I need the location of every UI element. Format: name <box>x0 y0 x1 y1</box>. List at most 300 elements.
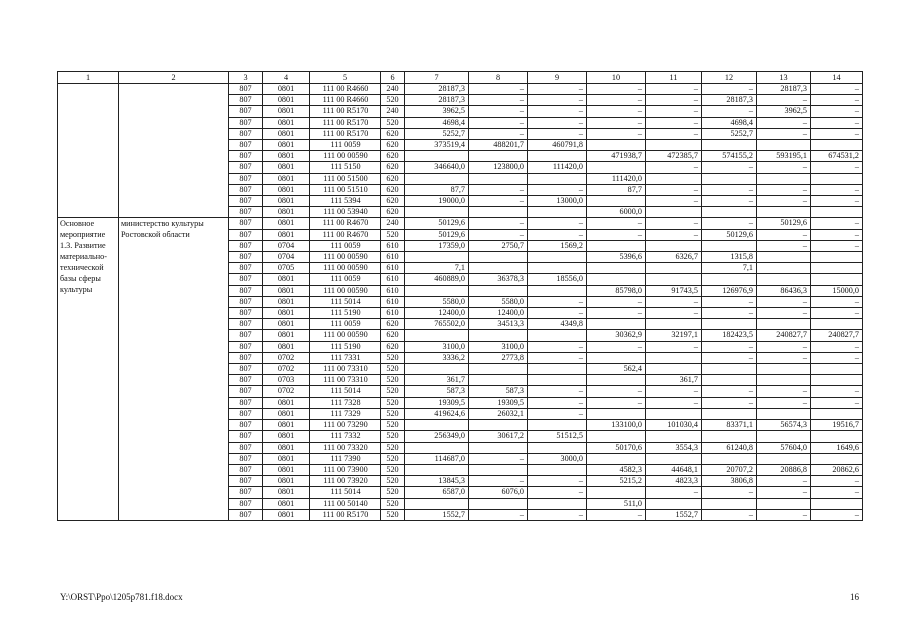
table-cell: 0801 <box>263 341 310 352</box>
table-cell: 19309,5 <box>469 397 528 408</box>
table-cell: – <box>702 397 757 408</box>
table-cell: – <box>646 117 702 128</box>
table-cell: 111 5014 <box>310 487 381 498</box>
table-cell <box>469 252 528 263</box>
table-cell: 520 <box>381 498 405 509</box>
table-cell: 373519,4 <box>405 140 469 151</box>
table-cell: 593195,1 <box>757 151 811 162</box>
table-cell: – <box>469 84 528 95</box>
table-cell: 240 <box>381 218 405 229</box>
table-cell: – <box>528 184 587 195</box>
table-cell: – <box>811 184 863 195</box>
table-cell: 0801 <box>263 408 310 419</box>
table-cell <box>646 240 702 251</box>
table-cell: 111 00 73290 <box>310 420 381 431</box>
table-cell <box>405 330 469 341</box>
executor-cell: министерство культуры Ростовской области <box>119 218 229 520</box>
table-cell <box>528 420 587 431</box>
table-cell <box>811 274 863 285</box>
table-cell: 111 0059 <box>310 274 381 285</box>
table-cell: 3100,0 <box>405 341 469 352</box>
table-cell: – <box>587 128 646 139</box>
table-cell: 520 <box>381 229 405 240</box>
table-cell: 111 00 R5170 <box>310 106 381 117</box>
table-cell: – <box>811 229 863 240</box>
table-cell: 620 <box>381 151 405 162</box>
table-cell: 0801 <box>263 140 310 151</box>
table-cell: 520 <box>381 420 405 431</box>
table-cell: – <box>646 487 702 498</box>
document-path: Y:\ORST\Ppo\1205p781.f18.docx <box>60 592 183 602</box>
table-cell: 111 00 R4660 <box>310 84 381 95</box>
table-cell: 50129,6 <box>757 218 811 229</box>
table-cell: 520 <box>381 453 405 464</box>
table-cell: 28187,3 <box>702 95 757 106</box>
table-cell <box>811 498 863 509</box>
table-cell: 0801 <box>263 184 310 195</box>
table-cell: – <box>646 229 702 240</box>
table-cell: – <box>811 296 863 307</box>
table-cell: 111 5394 <box>310 196 381 207</box>
table-cell: 4349,8 <box>528 319 587 330</box>
table-cell: 460791,8 <box>528 140 587 151</box>
table-cell: 610 <box>381 308 405 319</box>
column-header: 5 <box>310 72 381 84</box>
table-cell <box>646 207 702 218</box>
table-cell: 807 <box>229 308 263 319</box>
table-cell: 111 00 00590 <box>310 330 381 341</box>
table-cell: 674531,2 <box>811 151 863 162</box>
table-cell: – <box>528 106 587 117</box>
table-cell <box>469 420 528 431</box>
table-cell: 520 <box>381 431 405 442</box>
table-cell: 807 <box>229 173 263 184</box>
column-header: 8 <box>469 72 528 84</box>
table-cell <box>811 431 863 442</box>
table-cell: 620 <box>381 330 405 341</box>
table-cell <box>646 364 702 375</box>
table-cell: 111 5150 <box>310 162 381 173</box>
table-cell: – <box>757 509 811 520</box>
table-cell: – <box>587 117 646 128</box>
table-cell: 87,7 <box>587 184 646 195</box>
table-cell <box>405 207 469 218</box>
header-row <box>58 72 863 84</box>
table-cell <box>469 285 528 296</box>
table-cell: 807 <box>229 408 263 419</box>
table-cell: – <box>587 386 646 397</box>
table-cell: 57604,0 <box>757 442 811 453</box>
table-cell <box>811 408 863 419</box>
table-cell: 56574,3 <box>757 420 811 431</box>
table-cell <box>702 240 757 251</box>
table-cell: – <box>587 95 646 106</box>
table-cell: – <box>528 476 587 487</box>
column-header: 14 <box>811 72 863 84</box>
table-cell: 20886,8 <box>757 464 811 475</box>
table-cell: 3554,3 <box>646 442 702 453</box>
table-cell: 111 0059 <box>310 240 381 251</box>
table-cell <box>587 140 646 151</box>
table-cell: – <box>469 95 528 106</box>
table-cell: 1315,8 <box>702 252 757 263</box>
table-cell: 28187,3 <box>757 84 811 95</box>
table-cell: – <box>646 341 702 352</box>
table-cell: 610 <box>381 263 405 274</box>
table-cell: 0801 <box>263 509 310 520</box>
table-cell: 111 00 73310 <box>310 364 381 375</box>
table-cell: 86436,3 <box>757 285 811 296</box>
table-cell: – <box>702 196 757 207</box>
table-cell: 587,3 <box>469 386 528 397</box>
activity-cell: Основное мероприятие 1.3. Развитие материально-технической базы сферы культуры <box>58 218 119 520</box>
table-cell: – <box>646 95 702 106</box>
table-cell: 111 00 R5170 <box>310 509 381 520</box>
column-header: 11 <box>646 72 702 84</box>
table-cell: – <box>757 296 811 307</box>
table-cell: 807 <box>229 95 263 106</box>
table-cell: 0703 <box>263 375 310 386</box>
table-cell <box>587 352 646 363</box>
table-cell: – <box>528 509 587 520</box>
table-cell: 7,1 <box>405 263 469 274</box>
table-cell: 0801 <box>263 464 310 475</box>
table-cell: 0801 <box>263 84 310 95</box>
table-cell: 30617,2 <box>469 431 528 442</box>
table-cell: – <box>528 117 587 128</box>
table-cell <box>702 408 757 419</box>
table-cell: 28187,3 <box>405 95 469 106</box>
table-cell <box>587 431 646 442</box>
table-cell: 123800,0 <box>469 162 528 173</box>
table-cell <box>587 453 646 464</box>
table-cell: – <box>702 386 757 397</box>
table-cell <box>528 173 587 184</box>
table-cell <box>469 207 528 218</box>
table-cell <box>469 151 528 162</box>
table-cell: – <box>587 397 646 408</box>
table-cell: – <box>811 386 863 397</box>
table-cell <box>646 352 702 363</box>
table-cell <box>405 151 469 162</box>
table-cell: – <box>757 308 811 319</box>
table-cell: 3000,0 <box>528 453 587 464</box>
table-cell: – <box>646 162 702 173</box>
table-cell: 12400,0 <box>469 308 528 319</box>
table-cell <box>811 207 863 218</box>
table-cell: 807 <box>229 263 263 274</box>
table-cell: 5580,0 <box>405 296 469 307</box>
table-cell <box>646 274 702 285</box>
table-cell: – <box>469 196 528 207</box>
table-cell: 111 7331 <box>310 352 381 363</box>
table-cell: 807 <box>229 207 263 218</box>
table-cell: – <box>811 476 863 487</box>
table-cell: 1552,7 <box>646 509 702 520</box>
table-cell <box>811 453 863 464</box>
table-cell: 520 <box>381 464 405 475</box>
table-cell: – <box>587 106 646 117</box>
column-header: 13 <box>757 72 811 84</box>
table-cell: – <box>757 397 811 408</box>
table-cell: 807 <box>229 375 263 386</box>
table-cell: 460889,0 <box>405 274 469 285</box>
table-cell: 419624,6 <box>405 408 469 419</box>
table-cell: 3962,5 <box>405 106 469 117</box>
table-cell: 0801 <box>263 218 310 229</box>
table-cell: 361,7 <box>405 375 469 386</box>
table-cell <box>646 140 702 151</box>
table-cell: 807 <box>229 498 263 509</box>
table-cell: 520 <box>381 117 405 128</box>
table-cell: 361,7 <box>646 375 702 386</box>
table-cell: – <box>528 128 587 139</box>
table-cell: – <box>528 341 587 352</box>
table-cell: 13000,0 <box>528 196 587 207</box>
table-cell: – <box>528 95 587 106</box>
table-cell <box>528 285 587 296</box>
table-cell <box>587 162 646 173</box>
table-cell: 620 <box>381 341 405 352</box>
table-cell: – <box>757 487 811 498</box>
table-cell: – <box>528 308 587 319</box>
table-cell: 0801 <box>263 106 310 117</box>
table-cell: – <box>757 162 811 173</box>
table-cell <box>587 487 646 498</box>
table-cell: 807 <box>229 397 263 408</box>
table-cell: 610 <box>381 240 405 251</box>
table-cell: – <box>811 128 863 139</box>
table-cell: – <box>811 106 863 117</box>
table-cell: – <box>646 128 702 139</box>
table-row <box>58 84 863 95</box>
table-cell <box>469 263 528 274</box>
table-cell: 6326,7 <box>646 252 702 263</box>
table-cell: – <box>811 117 863 128</box>
table-cell: 111 00 R4670 <box>310 229 381 240</box>
table-cell: 5396,6 <box>587 252 646 263</box>
table-cell <box>757 364 811 375</box>
table-cell: – <box>469 128 528 139</box>
table-cell: 32197,1 <box>646 330 702 341</box>
table-cell: 111 00 50140 <box>310 498 381 509</box>
table-cell: 620 <box>381 184 405 195</box>
column-header: 9 <box>528 72 587 84</box>
budget-table <box>57 71 863 521</box>
table-cell: – <box>757 196 811 207</box>
table-cell: 50170,6 <box>587 442 646 453</box>
table-cell: 807 <box>229 330 263 341</box>
table-cell: 19309,5 <box>405 397 469 408</box>
table-cell: 111 00 73320 <box>310 442 381 453</box>
table-cell: 610 <box>381 274 405 285</box>
table-cell: 111 00 53940 <box>310 207 381 218</box>
table-cell: 51512,5 <box>528 431 587 442</box>
column-header: 7 <box>405 72 469 84</box>
table-cell <box>646 408 702 419</box>
table-cell: – <box>811 397 863 408</box>
table-cell: – <box>646 308 702 319</box>
table-cell: – <box>646 106 702 117</box>
table-cell: – <box>757 352 811 363</box>
table-cell: 101030,4 <box>646 420 702 431</box>
table-cell: 13845,3 <box>405 476 469 487</box>
table-cell: 19000,0 <box>405 196 469 207</box>
table-cell: 17359,0 <box>405 240 469 251</box>
table-cell: 0801 <box>263 196 310 207</box>
table-cell: – <box>702 184 757 195</box>
table-cell <box>757 375 811 386</box>
table-cell: 111 00 00590 <box>310 263 381 274</box>
table-cell <box>757 263 811 274</box>
table-cell <box>528 252 587 263</box>
table-cell: 807 <box>229 442 263 453</box>
table-cell: 182423,5 <box>702 330 757 341</box>
table-cell: – <box>702 218 757 229</box>
table-cell: 0801 <box>263 296 310 307</box>
table-cell: 587,3 <box>405 386 469 397</box>
table-cell: – <box>811 240 863 251</box>
table-cell <box>646 498 702 509</box>
table-cell: 0801 <box>263 117 310 128</box>
table-cell: – <box>587 84 646 95</box>
table-cell <box>646 453 702 464</box>
table-cell: 111 0059 <box>310 140 381 151</box>
table-cell: 0702 <box>263 364 310 375</box>
table-cell: 610 <box>381 296 405 307</box>
table-cell <box>469 364 528 375</box>
table-cell: 807 <box>229 509 263 520</box>
table-cell: 807 <box>229 229 263 240</box>
table-cell: 520 <box>381 352 405 363</box>
table-cell: 620 <box>381 140 405 151</box>
table-cell: 807 <box>229 386 263 397</box>
table-cell <box>646 431 702 442</box>
table-cell: 6076,0 <box>469 487 528 498</box>
table-cell: 807 <box>229 296 263 307</box>
table-cell: – <box>757 117 811 128</box>
table-cell: 520 <box>381 487 405 498</box>
table-cell: – <box>646 397 702 408</box>
table-cell: 620 <box>381 173 405 184</box>
table-cell: 807 <box>229 240 263 251</box>
table-cell <box>757 274 811 285</box>
table-cell: 3962,5 <box>757 106 811 117</box>
table-cell: 61240,8 <box>702 442 757 453</box>
column-header: 3 <box>229 72 263 84</box>
table-cell: – <box>811 352 863 363</box>
table-cell: 1569,2 <box>528 240 587 251</box>
table-cell <box>811 375 863 386</box>
table-cell: 520 <box>381 364 405 375</box>
column-header: 10 <box>587 72 646 84</box>
table-cell: – <box>757 386 811 397</box>
table-cell: 520 <box>381 476 405 487</box>
table-cell: – <box>646 84 702 95</box>
table-cell <box>757 431 811 442</box>
table-cell <box>405 364 469 375</box>
table-cell: – <box>757 341 811 352</box>
table-cell: – <box>702 509 757 520</box>
table-cell <box>405 442 469 453</box>
table-cell <box>528 263 587 274</box>
table-cell: – <box>702 106 757 117</box>
table-cell: 18556,0 <box>528 274 587 285</box>
table-cell: 4698,4 <box>405 117 469 128</box>
column-header: 6 <box>381 72 405 84</box>
table-cell: 111 00 51500 <box>310 173 381 184</box>
table-cell <box>528 375 587 386</box>
table-cell <box>528 151 587 162</box>
table-cell: – <box>528 386 587 397</box>
table-cell: – <box>757 240 811 251</box>
table-cell: 111 00 R4660 <box>310 95 381 106</box>
table-cell: 111 00 73310 <box>310 375 381 386</box>
table-cell: 6587,0 <box>405 487 469 498</box>
table-cell: 807 <box>229 274 263 285</box>
table-cell: 111420,0 <box>528 162 587 173</box>
table-cell: – <box>811 196 863 207</box>
table-cell <box>646 319 702 330</box>
table-cell <box>702 274 757 285</box>
table-cell: 20707,2 <box>702 464 757 475</box>
table-cell: – <box>469 218 528 229</box>
table-cell: 3100,0 <box>469 341 528 352</box>
table-cell: – <box>469 509 528 520</box>
table-cell: 2773,8 <box>469 352 528 363</box>
table-cell: – <box>702 162 757 173</box>
table-cell: 28187,3 <box>405 84 469 95</box>
table-cell <box>757 252 811 263</box>
table-cell: 111 7390 <box>310 453 381 464</box>
table-cell: 240 <box>381 84 405 95</box>
table-cell: 111 00 00590 <box>310 252 381 263</box>
table-cell: 0801 <box>263 420 310 431</box>
table-cell: 488201,7 <box>469 140 528 151</box>
table-cell: 2750,7 <box>469 240 528 251</box>
table-cell: 7,1 <box>702 263 757 274</box>
table-cell: 0801 <box>263 330 310 341</box>
table-cell <box>757 173 811 184</box>
table-cell: 0801 <box>263 162 310 173</box>
table-cell: 4582,3 <box>587 464 646 475</box>
table-cell: 0801 <box>263 207 310 218</box>
table-cell <box>405 285 469 296</box>
table-cell: 111 00 73920 <box>310 476 381 487</box>
table-cell: 1552,7 <box>405 509 469 520</box>
table-cell: 91743,5 <box>646 285 702 296</box>
table-cell: 111 00 73900 <box>310 464 381 475</box>
table-cell: 111420,0 <box>587 173 646 184</box>
table-cell: – <box>811 487 863 498</box>
table-cell: 44648,1 <box>646 464 702 475</box>
table-cell: 5215,2 <box>587 476 646 487</box>
table-cell: 5252,7 <box>702 128 757 139</box>
page-number: 16 <box>850 592 859 602</box>
table-cell <box>702 207 757 218</box>
table-cell: 807 <box>229 140 263 151</box>
table-cell: – <box>757 184 811 195</box>
table-cell: 0702 <box>263 386 310 397</box>
table-cell: – <box>702 352 757 363</box>
table-cell: – <box>646 218 702 229</box>
table-cell: 0801 <box>263 274 310 285</box>
table-cell: – <box>646 386 702 397</box>
table-cell: 0801 <box>263 308 310 319</box>
table-cell: 807 <box>229 476 263 487</box>
table-cell <box>469 442 528 453</box>
table-cell: – <box>702 341 757 352</box>
